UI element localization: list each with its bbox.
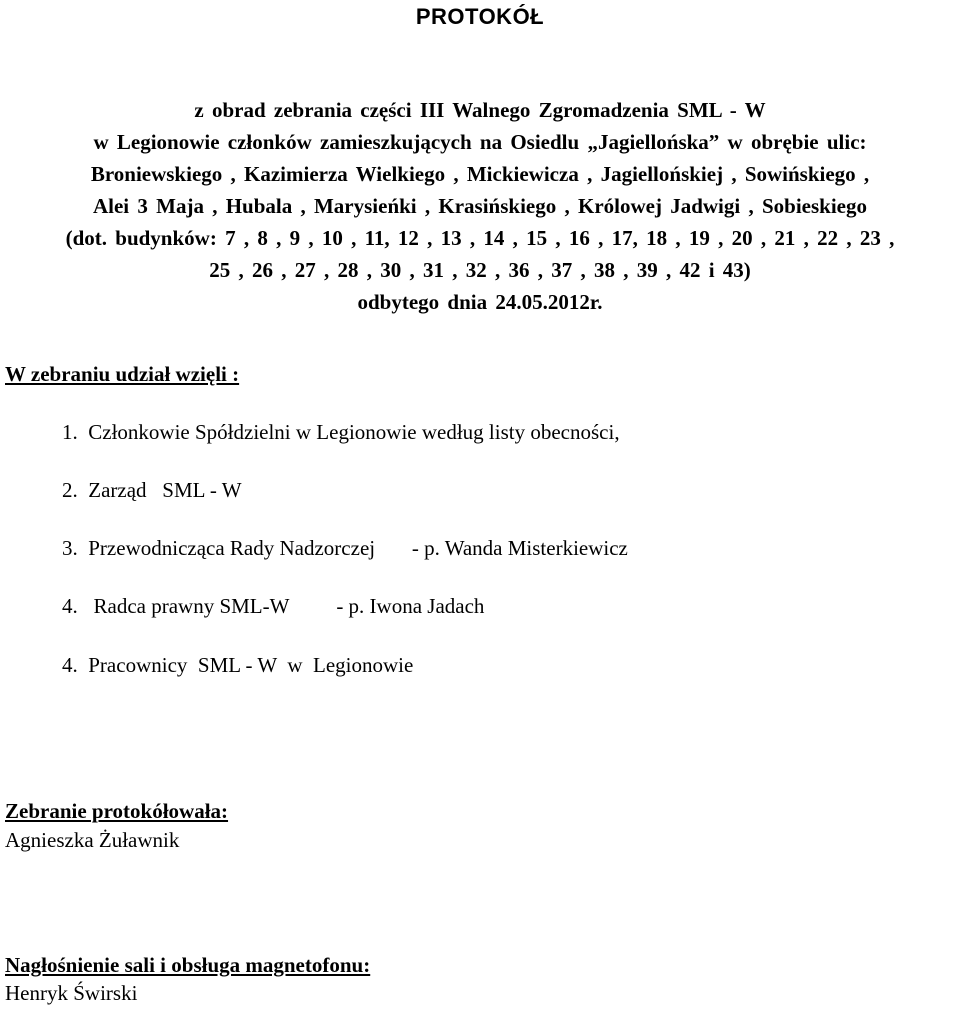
participant-item: 3. Przewodnicząca Rady Nadzorczej - p. Wanda Misterkiewicz [62, 536, 628, 560]
participant-item: 1. Członkowie Spółdzielni w Legionowie według listy obecności, [62, 420, 620, 444]
participant-item: 4. Pracownicy SML - W w Legionowie [62, 653, 414, 677]
sound-heading: Nagłośnienie sali i obsługa magnetofonu: [5, 953, 371, 977]
minutes-heading: Zebranie protokółowała: [5, 799, 229, 823]
meeting-header [0, 94, 960, 318]
sound-name: Henryk Świrski [5, 981, 138, 1005]
header-line: Alei 3 Maja , Hubala , Marysieńki , Krasińskiego , Królowej Jadwigi , Sobieskiego [92, 194, 867, 218]
header-line: Broniewskiego , Kazimierza Wielkiego , Mickiewicza , Jagiellońskiej , Sowińskiego , [90, 162, 870, 186]
header-line: 25 , 26 , 27 , 28 , 30 , 31 , 32 , 36 , 37 , 38 , 39 , 42 i 43) [209, 258, 751, 282]
header-line: (dot. budynków: 7 , 8 , 9 , 10 , 11, 12 , 13 , 14 , 15 , 16 , 17, 18 , 19 , 20 , 21 , 22 , 23 , [65, 226, 895, 250]
header-line: odbytego dnia 24.05.2012r. [357, 290, 603, 314]
participant-item: 2. Zarząd SML - W [62, 478, 242, 502]
header-line: w Legionowie członków zamieszkujących na Osiedlu „Jagiellońska” w obrębie ulic: [93, 130, 867, 154]
document-title: PROTOKÓŁ [415, 4, 545, 29]
minutes-name: Agnieszka Żuławnik [5, 828, 180, 852]
participant-item: 4. Radca prawny SML-W - p. Iwona Jadach [62, 594, 485, 618]
participants-heading: W zebraniu udział wzięli : [5, 362, 240, 386]
header-line: z obrad zebrania części III Walnego Zgromadzenia SML - W [194, 98, 766, 122]
